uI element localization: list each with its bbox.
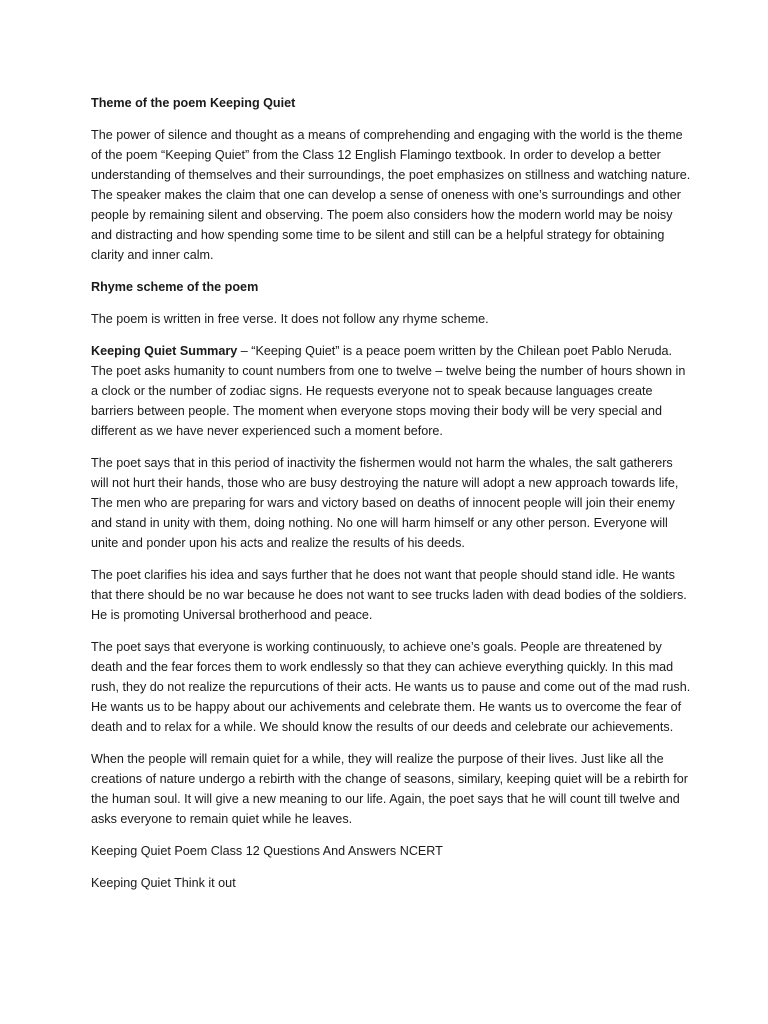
paragraph-rebirth: When the people will remain quiet for a while, they will realize the purpose of their lives. Just like all the creations of nature undergo a rebirth with the change of seasons, similary, keeping quiet will be a rebirth for the human soul. It will give a new meaning to our life. Again, the poet says that he will count till twelve and asks everyone to remain quiet while he leaves. (91, 752, 688, 826)
heading-rhyme-scheme: Rhyme scheme of the poem (91, 280, 259, 294)
line-think-it-out: Keeping Quiet Think it out (91, 876, 236, 890)
paragraph-summary (91, 341, 691, 441)
paragraph-inactivity: The poet says that in this period of inactivity the fishermen would not harm the whales, the salt gatherers will not hurt their hands, those who are busy destroying the nature will adopt a new approach towards life, The men who are preparing for wars and victory based on deaths of innocent people will join their enemy and stand in unity with them, doing nothing. No one will harm himself or any other person. Everyone will unite and ponder upon his acts and realize the results of his deeds. (91, 456, 679, 550)
paragraph-clarifies: The poet clarifies his idea and says further that he does not want that people should stand idle. He wants that there should be no war because he does not want to see trucks laden with dead bodies of the soldiers. He is promoting Universal brotherhood and peace. (91, 568, 687, 622)
paragraph-working: The poet says that everyone is working continuously, to achieve one’s goals. People are threatened by death and the fear forces them to work endlessly so that they can achieve everything quickly. In this mad rush, they do not realize the repurcutions of their acts. He wants us to pause and come out of the mad rush. He wants us to be happy about our achivements and celebrate them. He wants us to overcome the fear of death and to relax for a while. We should know the results of our deeds and celebrate our achievements. (91, 640, 691, 734)
document-page (91, 93, 691, 905)
summary-text: – “Keeping Quiet” is a peace poem written by the Chilean poet Pablo Neruda. The poet asks humanity to count numbers from one to twelve – twelve being the number of hours shown in a clock or the number of zodiac signs. He requests everyone not to speak because languages create barriers between people. The moment when everyone stops moving their body will be very special and different as we have never experienced such a moment before. (91, 344, 686, 438)
paragraph-rhyme-scheme: The poem is written in free verse. It does not follow any rhyme scheme. (91, 312, 489, 326)
paragraph-theme: The power of silence and thought as a means of comprehending and engaging with the world is the theme of the poem “Keeping Quiet” from the Class 12 English Flamingo textbook. In order to develop a better understanding of themselves and their surroundings, the poet emphasizes on stillness and watching nature. The speaker makes the claim that one can develop a sense of oneness with one’s surroundings and other people by remaining silent and observing. The poem also considers how the modern world may be noisy and distracting and how spending some time to be silent and still can be a helpful strategy for obtaining clarity and inner calm. (91, 128, 691, 262)
line-questions: Keeping Quiet Poem Class 12 Questions And Answers NCERT (91, 844, 443, 858)
heading-theme: Theme of the poem Keeping Quiet (91, 96, 296, 110)
summary-lead: Keeping Quiet Summary (91, 344, 238, 358)
